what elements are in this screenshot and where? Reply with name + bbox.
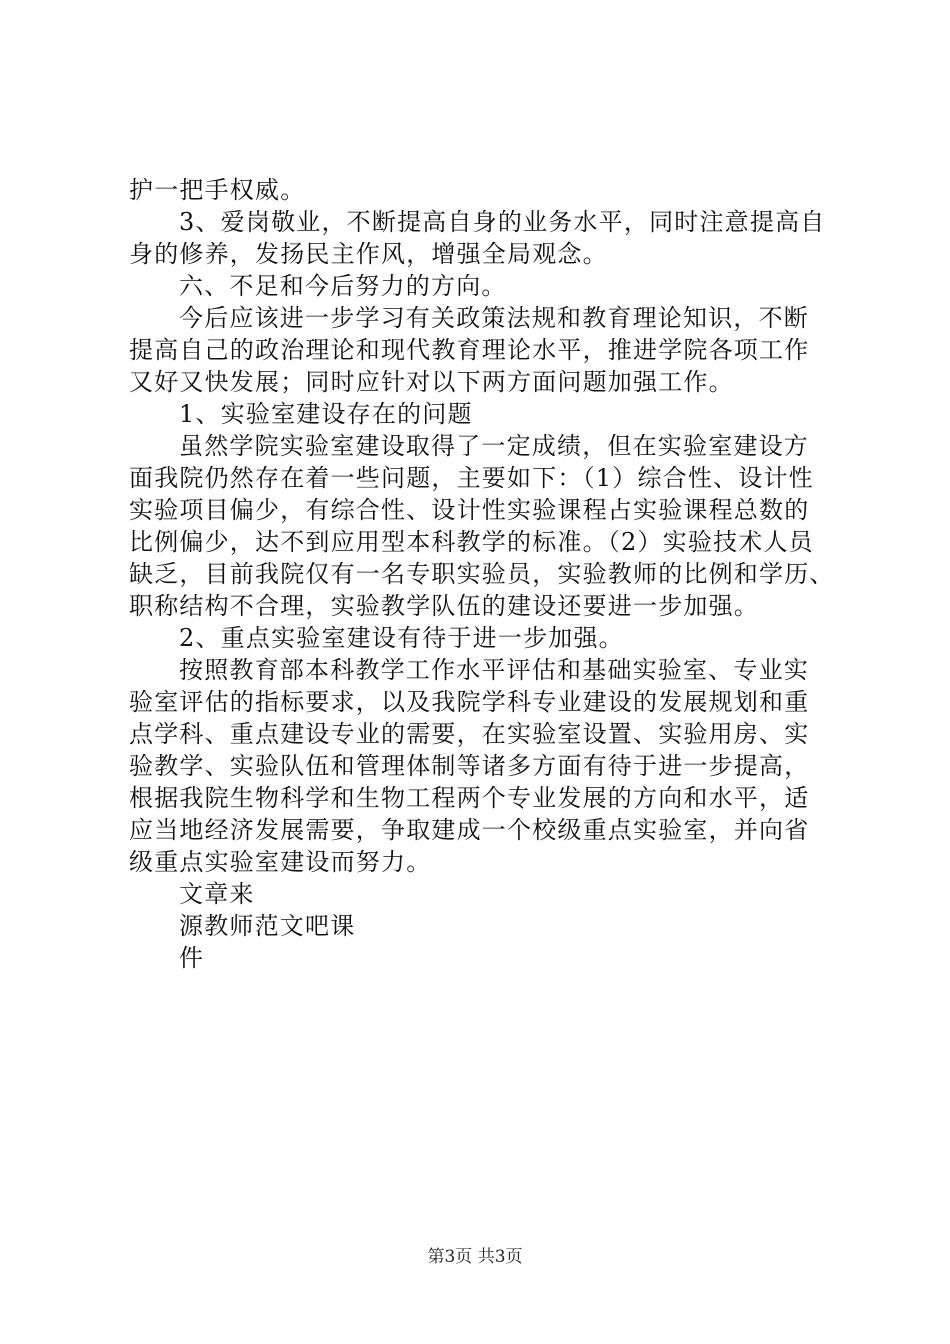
paragraph-line: 按照教育部本科教学工作水平评估和基础实验室、专业实: [179, 656, 809, 684]
subsection-heading: 1、实验室建设存在的问题: [179, 400, 473, 428]
paragraph-line: 提高自己的政治理论和现代教育理论水平，推进学院各项工作: [129, 336, 810, 364]
paragraph-line: 级重点实验室建设而努力。: [129, 848, 432, 876]
paragraph-line: 点学科、重点建设专业的需要，在实验室设置、实验用房、实: [129, 720, 810, 748]
paragraph-line: 应当地经济发展需要，争取建成一个校级重点实验室，并向省: [129, 816, 810, 844]
paragraph-line: 今后应该进一步学习有关政策法规和教育理论知识，不断: [179, 304, 809, 332]
source-note-line: 文章来: [179, 880, 255, 908]
paragraph-line: 比例偏少，达不到应用型本科教学的标准。（2）实验技术人员: [129, 528, 814, 556]
paragraph-line: 身的修养，发扬民主作风，增强全局观念。: [129, 240, 608, 268]
paragraph-line: 面我院仍然存在着一些问题，主要如下：（1）综合性、设计性: [129, 464, 814, 492]
page-number-footer: 第3页 共3页: [427, 1247, 523, 1267]
paragraph-line: 又好又快发展；同时应针对以下两方面问题加强工作。: [129, 368, 734, 396]
paragraph-line: 根据我院生物科学和生物工程两个专业发展的方向和水平，适: [129, 784, 810, 812]
paragraph-line: 实验项目偏少，有综合性、设计性实验课程占实验课程总数的: [129, 496, 810, 524]
paragraph-line: 职称结构不合理，实验教学队伍的建设还要进一步加强。: [129, 592, 759, 620]
paragraph-line: 3、爱岗敬业，不断提高自身的业务水平，同时注意提高自: [179, 208, 826, 236]
source-note-line: 件: [179, 944, 205, 972]
subsection-heading: 2、重点实验室建设有待于进一步加强。: [179, 624, 624, 652]
paragraph-line: 验教学、实验队伍和管理体制等诸多方面有待于进一步提高，: [129, 752, 810, 780]
paragraph-line: 缺乏，目前我院仅有一名专职实验员，实验教师的比例和学历、: [129, 560, 835, 588]
source-note-line: 源教师范文吧课: [179, 912, 356, 940]
section-heading: 六、不足和今后努力的方向。: [179, 272, 507, 300]
paragraph-line: 护一把手权威。: [129, 176, 306, 204]
paragraph-line: 虽然学院实验室建设取得了一定成绩，但在实验室建设方: [179, 432, 809, 460]
paragraph-line: 验室评估的指标要求，以及我院学科专业建设的发展规划和重: [129, 688, 810, 716]
document-body: [129, 174, 849, 974]
